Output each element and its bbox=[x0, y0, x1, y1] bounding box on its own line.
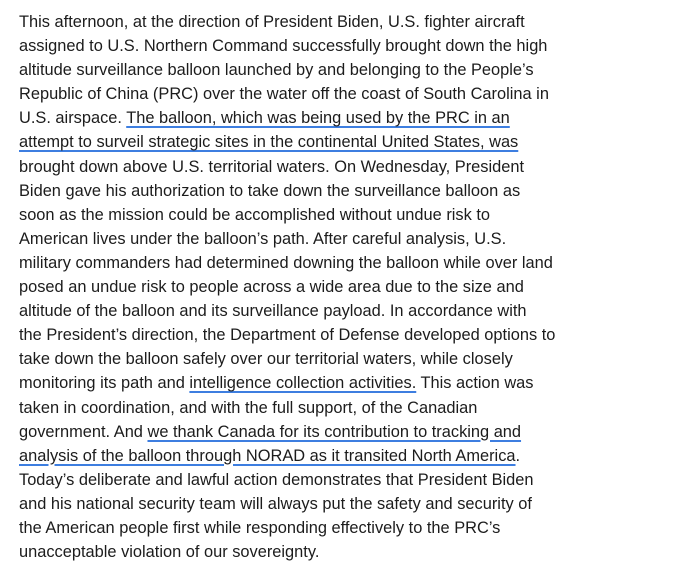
text-line bbox=[19, 130, 672, 154]
highlighted-passage: analysis of the balloon through NORAD as it transited North America bbox=[19, 446, 516, 465]
text-segment: Today’s deliberate and lawful action demonstrates that President Biden bbox=[19, 470, 534, 489]
text-line bbox=[19, 275, 672, 299]
text-segment: and his national security team will always put the safety and security of bbox=[19, 494, 532, 513]
text-segment: altitude of the balloon and its surveillance payload. In accordance with bbox=[19, 302, 527, 321]
text-segment: take down the balloon safely over our territorial waters, while closely bbox=[19, 350, 513, 369]
text-segment: Republic of China (PRC) over the water off the coast of South Carolina in bbox=[19, 85, 549, 104]
text-segment: the President’s direction, the Department of Defense developed options to bbox=[19, 326, 556, 345]
text-segment: posed an undue risk to people across a wide area due to the size and bbox=[19, 278, 524, 297]
text-segment: government. And bbox=[19, 422, 148, 441]
text-segment: monitoring its path and bbox=[19, 374, 190, 393]
text-line bbox=[19, 82, 672, 106]
text-segment: the American people first while responding effectively to the PRC’s bbox=[19, 518, 501, 537]
text-segment: brought down above U.S. territorial waters. On Wednesday, President bbox=[19, 157, 525, 176]
text-line bbox=[19, 371, 672, 395]
text-line bbox=[19, 251, 672, 275]
text-line bbox=[19, 34, 672, 58]
text-line bbox=[19, 516, 672, 540]
text-segment: military commanders had determined downing the balloon while over land bbox=[19, 253, 553, 272]
text-line bbox=[19, 179, 672, 203]
text-segment: soon as the mission could be accomplished without undue risk to bbox=[19, 205, 491, 224]
text-line bbox=[19, 444, 672, 468]
text-line bbox=[19, 203, 672, 227]
text-segment: This afternoon, at the direction of President Biden, U.S. fighter aircraft bbox=[19, 13, 525, 31]
text-line bbox=[19, 420, 672, 444]
text-line bbox=[19, 396, 672, 420]
text-line bbox=[19, 155, 672, 179]
text-line bbox=[19, 58, 672, 82]
highlighted-passage: we thank Canada for its contribution to tracking and bbox=[147, 422, 522, 441]
text-line bbox=[19, 540, 672, 564]
text-line bbox=[19, 299, 672, 323]
text-segment: altitude surveillance balloon launched by and belonging to the People’s bbox=[19, 61, 534, 80]
text-segment: . bbox=[515, 446, 521, 465]
text-segment: unacceptable violation of our sovereignty. bbox=[19, 543, 320, 562]
text-segment: assigned to U.S. Northern Command successfully brought down the high bbox=[19, 37, 548, 56]
text-line bbox=[19, 468, 672, 492]
text-line bbox=[19, 227, 672, 251]
text-segment: U.S. airspace. bbox=[19, 109, 127, 128]
text-segment: taken in coordination, and with the full support, of the Canadian bbox=[19, 398, 478, 417]
highlighted-passage: intelligence collection activities. bbox=[189, 374, 417, 393]
text-line bbox=[19, 492, 672, 516]
highlighted-passage: attempt to surveil strategic sites in the continental United States, was bbox=[19, 133, 519, 152]
text-line bbox=[19, 10, 672, 34]
text-line bbox=[19, 106, 672, 130]
statement-text bbox=[19, 10, 672, 564]
text-segment: American lives under the balloon’s path. After careful analysis, U.S. bbox=[19, 229, 507, 248]
text-segment: Biden gave his authorization to take down the surveillance balloon as bbox=[19, 181, 521, 200]
text-line bbox=[19, 323, 672, 347]
highlighted-passage: The balloon, which was being used by the PRC in an bbox=[126, 109, 510, 128]
text-line bbox=[19, 347, 672, 371]
text-segment: This action was bbox=[416, 374, 534, 393]
